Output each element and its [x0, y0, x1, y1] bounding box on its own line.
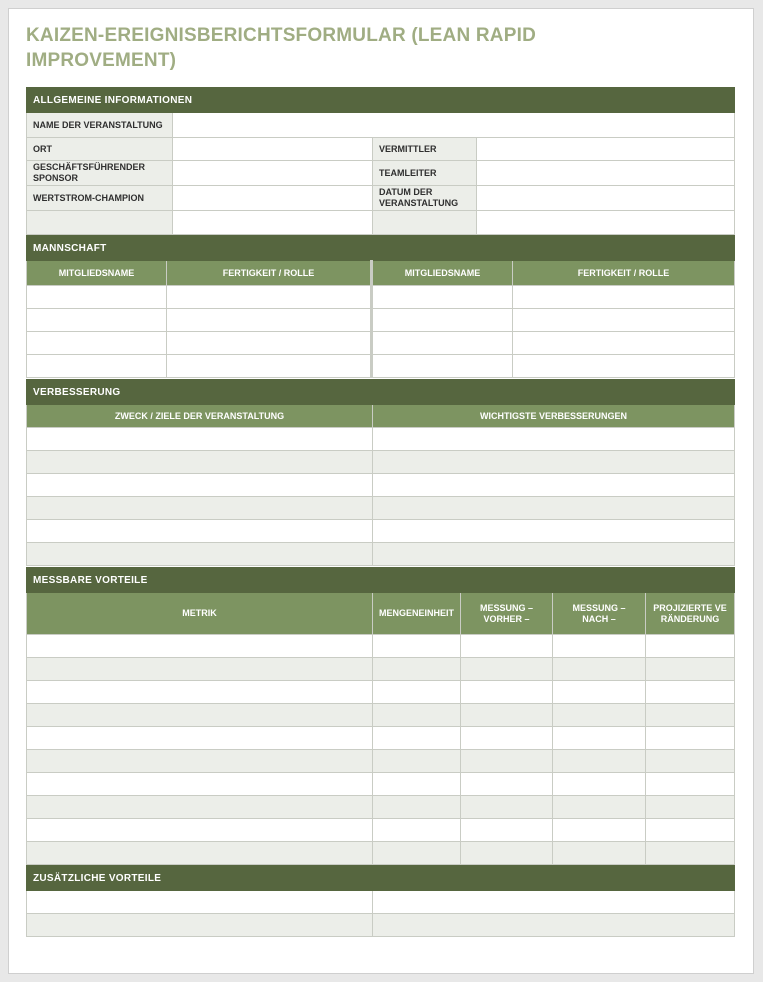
team-cell[interactable]	[27, 355, 167, 378]
team-cell[interactable]	[372, 332, 513, 355]
field-blank-2[interactable]	[477, 211, 735, 235]
table-row	[27, 704, 735, 727]
col-member-name-2: MITGLIEDSNAME	[372, 261, 513, 286]
team-cell[interactable]	[27, 309, 167, 332]
additional-cell[interactable]	[373, 891, 735, 914]
field-champion[interactable]	[173, 186, 373, 211]
metric-cell[interactable]	[646, 796, 735, 819]
team-cell[interactable]	[167, 309, 372, 332]
metric-cell[interactable]	[373, 635, 461, 658]
section-heading-additional: ZUSÄTZLICHE VORTEILE	[27, 866, 735, 891]
team-cell[interactable]	[513, 332, 735, 355]
team-cell[interactable]	[372, 355, 513, 378]
metric-cell[interactable]	[373, 704, 461, 727]
form-page	[8, 8, 754, 974]
table-row	[27, 520, 735, 543]
metric-cell[interactable]	[646, 842, 735, 865]
label-sponsor: GESCHÄFTSFÜHRENDER SPONSOR	[27, 161, 173, 186]
metric-cell[interactable]	[27, 842, 373, 865]
table-row	[27, 891, 735, 914]
table-row	[27, 474, 735, 497]
metric-cell[interactable]	[461, 819, 553, 842]
metric-cell[interactable]	[373, 819, 461, 842]
metric-cell[interactable]	[461, 750, 553, 773]
metric-cell[interactable]	[553, 796, 646, 819]
col-metric: METRIK	[27, 593, 373, 635]
metric-cell[interactable]	[553, 727, 646, 750]
metric-cell[interactable]	[27, 750, 373, 773]
improvement-cell[interactable]	[27, 451, 373, 474]
table-row	[27, 773, 735, 796]
metric-cell[interactable]	[553, 704, 646, 727]
measurable-benefits-section	[26, 567, 734, 865]
metric-cell[interactable]	[27, 773, 373, 796]
additional-cell[interactable]	[373, 914, 735, 937]
improvement-cell[interactable]	[373, 451, 735, 474]
metric-cell[interactable]	[27, 796, 373, 819]
team-cell[interactable]	[27, 332, 167, 355]
metric-cell[interactable]	[553, 681, 646, 704]
label-blank-2	[373, 211, 477, 235]
metric-cell[interactable]	[553, 658, 646, 681]
improvement-cell[interactable]	[373, 497, 735, 520]
additional-benefits-section	[26, 865, 734, 937]
col-unit: MENGENEINHEIT	[373, 593, 461, 635]
page-title: KAIZEN-EREIGNISBERICHTSFORMULAR (LEAN RAPID IMPROVEMENT)	[26, 25, 536, 71]
metric-cell[interactable]	[646, 750, 735, 773]
metric-cell[interactable]	[553, 842, 646, 865]
metric-cell[interactable]	[461, 727, 553, 750]
team-cell[interactable]	[167, 286, 372, 309]
label-location: ORT	[27, 138, 173, 161]
metric-cell[interactable]	[373, 658, 461, 681]
table-row	[27, 309, 735, 332]
table-row	[27, 428, 735, 451]
team-cell[interactable]	[372, 309, 513, 332]
metric-cell[interactable]	[553, 819, 646, 842]
metric-cell[interactable]	[461, 773, 553, 796]
metric-cell[interactable]	[461, 704, 553, 727]
metric-cell[interactable]	[553, 635, 646, 658]
metric-cell[interactable]	[373, 727, 461, 750]
improvement-cell[interactable]	[373, 428, 735, 451]
metric-cell[interactable]	[646, 773, 735, 796]
metric-cell[interactable]	[461, 681, 553, 704]
table-row	[27, 451, 735, 474]
improvement-cell[interactable]	[27, 428, 373, 451]
metric-cell[interactable]	[646, 727, 735, 750]
improvement-section	[26, 379, 734, 566]
table-row	[27, 796, 735, 819]
table-row	[27, 635, 735, 658]
col-skill-role-2: FERTIGKEIT / ROLLE	[513, 261, 735, 286]
metric-cell[interactable]	[27, 635, 373, 658]
team-section	[26, 235, 734, 378]
table-row	[27, 727, 735, 750]
table-row	[27, 543, 735, 566]
improvement-cell[interactable]	[373, 474, 735, 497]
col-before: MESSUNG – VORHER –	[461, 593, 553, 635]
table-row	[27, 286, 735, 309]
metric-cell[interactable]	[373, 842, 461, 865]
metric-cell[interactable]	[373, 750, 461, 773]
col-member-name-1: MITGLIEDSNAME	[27, 261, 167, 286]
metric-cell[interactable]	[646, 681, 735, 704]
metric-cell[interactable]	[27, 727, 373, 750]
col-key-improvements: WICHTIGSTE VERBESSERUNGEN	[373, 405, 735, 428]
metric-cell[interactable]	[646, 704, 735, 727]
team-cell[interactable]	[513, 286, 735, 309]
col-after: MESSUNG – NACH –	[553, 593, 646, 635]
col-purpose-goals: ZWECK / ZIELE DER VERANSTALTUNG	[27, 405, 373, 428]
section-heading-benefits: MESSBARE VORTEILE	[27, 568, 735, 593]
field-sponsor[interactable]	[173, 161, 373, 186]
metric-cell[interactable]	[646, 819, 735, 842]
metric-cell[interactable]	[553, 773, 646, 796]
additional-cell[interactable]	[27, 891, 373, 914]
improvement-cell[interactable]	[27, 543, 373, 566]
label-team-lead: TEAMLEITER	[373, 161, 477, 186]
label-champion: WERTSTROM-CHAMPION	[27, 186, 173, 211]
col-skill-role-1: FERTIGKEIT / ROLLE	[167, 261, 372, 286]
metric-cell[interactable]	[27, 658, 373, 681]
metric-cell[interactable]	[27, 681, 373, 704]
metric-cell[interactable]	[373, 681, 461, 704]
table-row	[27, 681, 735, 704]
table-row	[27, 497, 735, 520]
improvement-cell[interactable]	[373, 520, 735, 543]
improvement-cell[interactable]	[27, 497, 373, 520]
additional-cell[interactable]	[27, 914, 373, 937]
field-blank-1[interactable]	[173, 211, 373, 235]
metric-cell[interactable]	[461, 842, 553, 865]
improvement-cell[interactable]	[27, 474, 373, 497]
table-row	[27, 750, 735, 773]
field-team-lead[interactable]	[477, 161, 735, 186]
table-row	[27, 914, 735, 937]
field-event-date[interactable]	[477, 186, 735, 211]
col-projected: PROJIZIERTE VERÄNDERUNG	[646, 593, 735, 635]
metric-cell[interactable]	[373, 773, 461, 796]
field-location[interactable]	[173, 138, 373, 161]
section-heading-general: ALLGEMEINE INFORMATIONEN	[27, 88, 735, 113]
metric-cell[interactable]	[27, 704, 373, 727]
label-event-date: DATUM DER VERANSTALTUNG	[373, 186, 477, 211]
field-event-name[interactable]	[173, 113, 735, 138]
metric-cell[interactable]	[27, 819, 373, 842]
metric-cell[interactable]	[646, 658, 735, 681]
team-cell[interactable]	[372, 286, 513, 309]
field-facilitator[interactable]	[477, 138, 735, 161]
metric-cell[interactable]	[373, 796, 461, 819]
metric-cell[interactable]	[461, 796, 553, 819]
label-blank	[27, 211, 173, 235]
label-facilitator: VERMITTLER	[373, 138, 477, 161]
table-row	[27, 332, 735, 355]
section-heading-improvement: VERBESSERUNG	[27, 380, 735, 405]
team-cell[interactable]	[513, 355, 735, 378]
table-row	[27, 819, 735, 842]
general-info-section	[26, 87, 734, 235]
table-row	[27, 842, 735, 865]
metric-cell[interactable]	[461, 658, 553, 681]
metric-cell[interactable]	[553, 750, 646, 773]
improvement-cell[interactable]	[27, 520, 373, 543]
label-event-name: NAME DER VERANSTALTUNG	[27, 113, 173, 138]
table-row	[27, 355, 735, 378]
metric-cell[interactable]	[461, 635, 553, 658]
improvement-cell[interactable]	[373, 543, 735, 566]
table-row	[27, 658, 735, 681]
metric-cell[interactable]	[646, 635, 735, 658]
section-heading-team: MANNSCHAFT	[27, 236, 735, 261]
team-cell[interactable]	[167, 355, 372, 378]
team-cell[interactable]	[27, 286, 167, 309]
team-cell[interactable]	[513, 309, 735, 332]
team-cell[interactable]	[167, 332, 372, 355]
